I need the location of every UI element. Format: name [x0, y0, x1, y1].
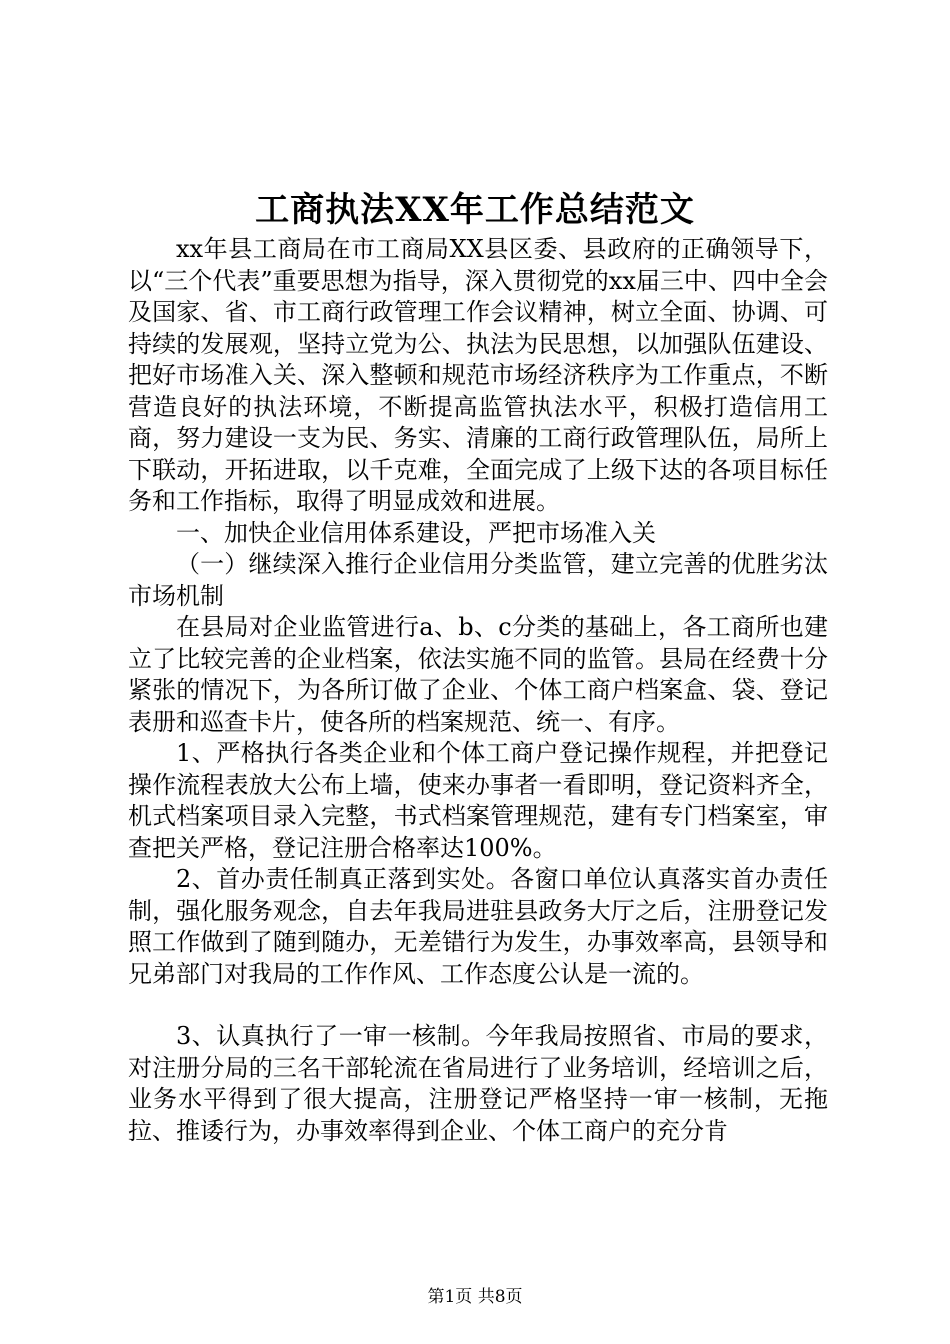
paragraph-item-2: 2、首办责任制真正落到实处。各窗口单位认真落实首办责任制，强化服务观念，自去年我局进驻县政务大厅之后，注册登记发照工作做到了随到随办，无差错行为发生，办事效率高，县领导和兄弟部门对我局的工作作风、工作态度公认是一流的。	[128, 865, 828, 988]
paragraph-spacer	[128, 990, 828, 1021]
subsection-heading-1: （一）继续深入推行企业信用分类监管，建立完善的优胜劣汰市场机制	[128, 550, 828, 610]
paragraph-item-1: 1、严格执行各类企业和个体工商户登记操作规程，并把登记操作流程表放大公布上墙，使来办事者一看即明，登记资料齐全，机式档案项目录入完整，书式档案管理规范，建有专门档案室，审查把关严格，登记注册合格率达100%。	[128, 739, 828, 862]
section-heading-1: 一、加快企业信用体系建设，严把市场准入关	[176, 518, 656, 547]
paragraph-intro: xx年县工商局在市工商局XX县区委、县政府的正确领导下，以“三个代表”重要思想为指导，深入贯彻党的xx届三中、四中全会及国家、省、市工商行政管理工作会议精神，树立全面、协调、可持续的发展观，坚持立党为公、执法为民思想，以加强队伍建设、把好市场准入关、深入整顿和规范市场经济秩序为工作重点，不断营造良好的执法环境，不断提高监管执法水平，积极打造信用工商，努力建设一支为民、务实、清廉的工商行政管理队伍，局所上下联动，开拓进取，以千克难，全面完成了上级下达的各项目标任务和工作指标，取得了明显成效和进展。	[128, 235, 828, 515]
page-footer: 第1页 共8页	[427, 1287, 523, 1307]
paragraph-classification: 在县局对企业监管进行a、b、c分类的基础上，各工商所也建立了比较完善的企业档案，依法实施不同的监管。县局在经费十分紧张的情况下，为各所订做了企业、个体工商户档案盒、袋、登记表册和巡查卡片，使各所的档案规范、统一、有序。	[128, 613, 828, 736]
document-body	[128, 234, 828, 1147]
paragraph-item-3: 3、认真执行了一审一核制。今年我局按照省、市局的要求，对注册分局的三名干部轮流在省局进行了业务培训，经培训之后，业务水平得到了很大提高，注册登记严格坚持一审一核制，无拖拉、推诿行为，办事效率得到企业、个体工商户的充分肯	[128, 1022, 828, 1145]
document-title: 工商执法XX年工作总结范文	[255, 190, 695, 230]
